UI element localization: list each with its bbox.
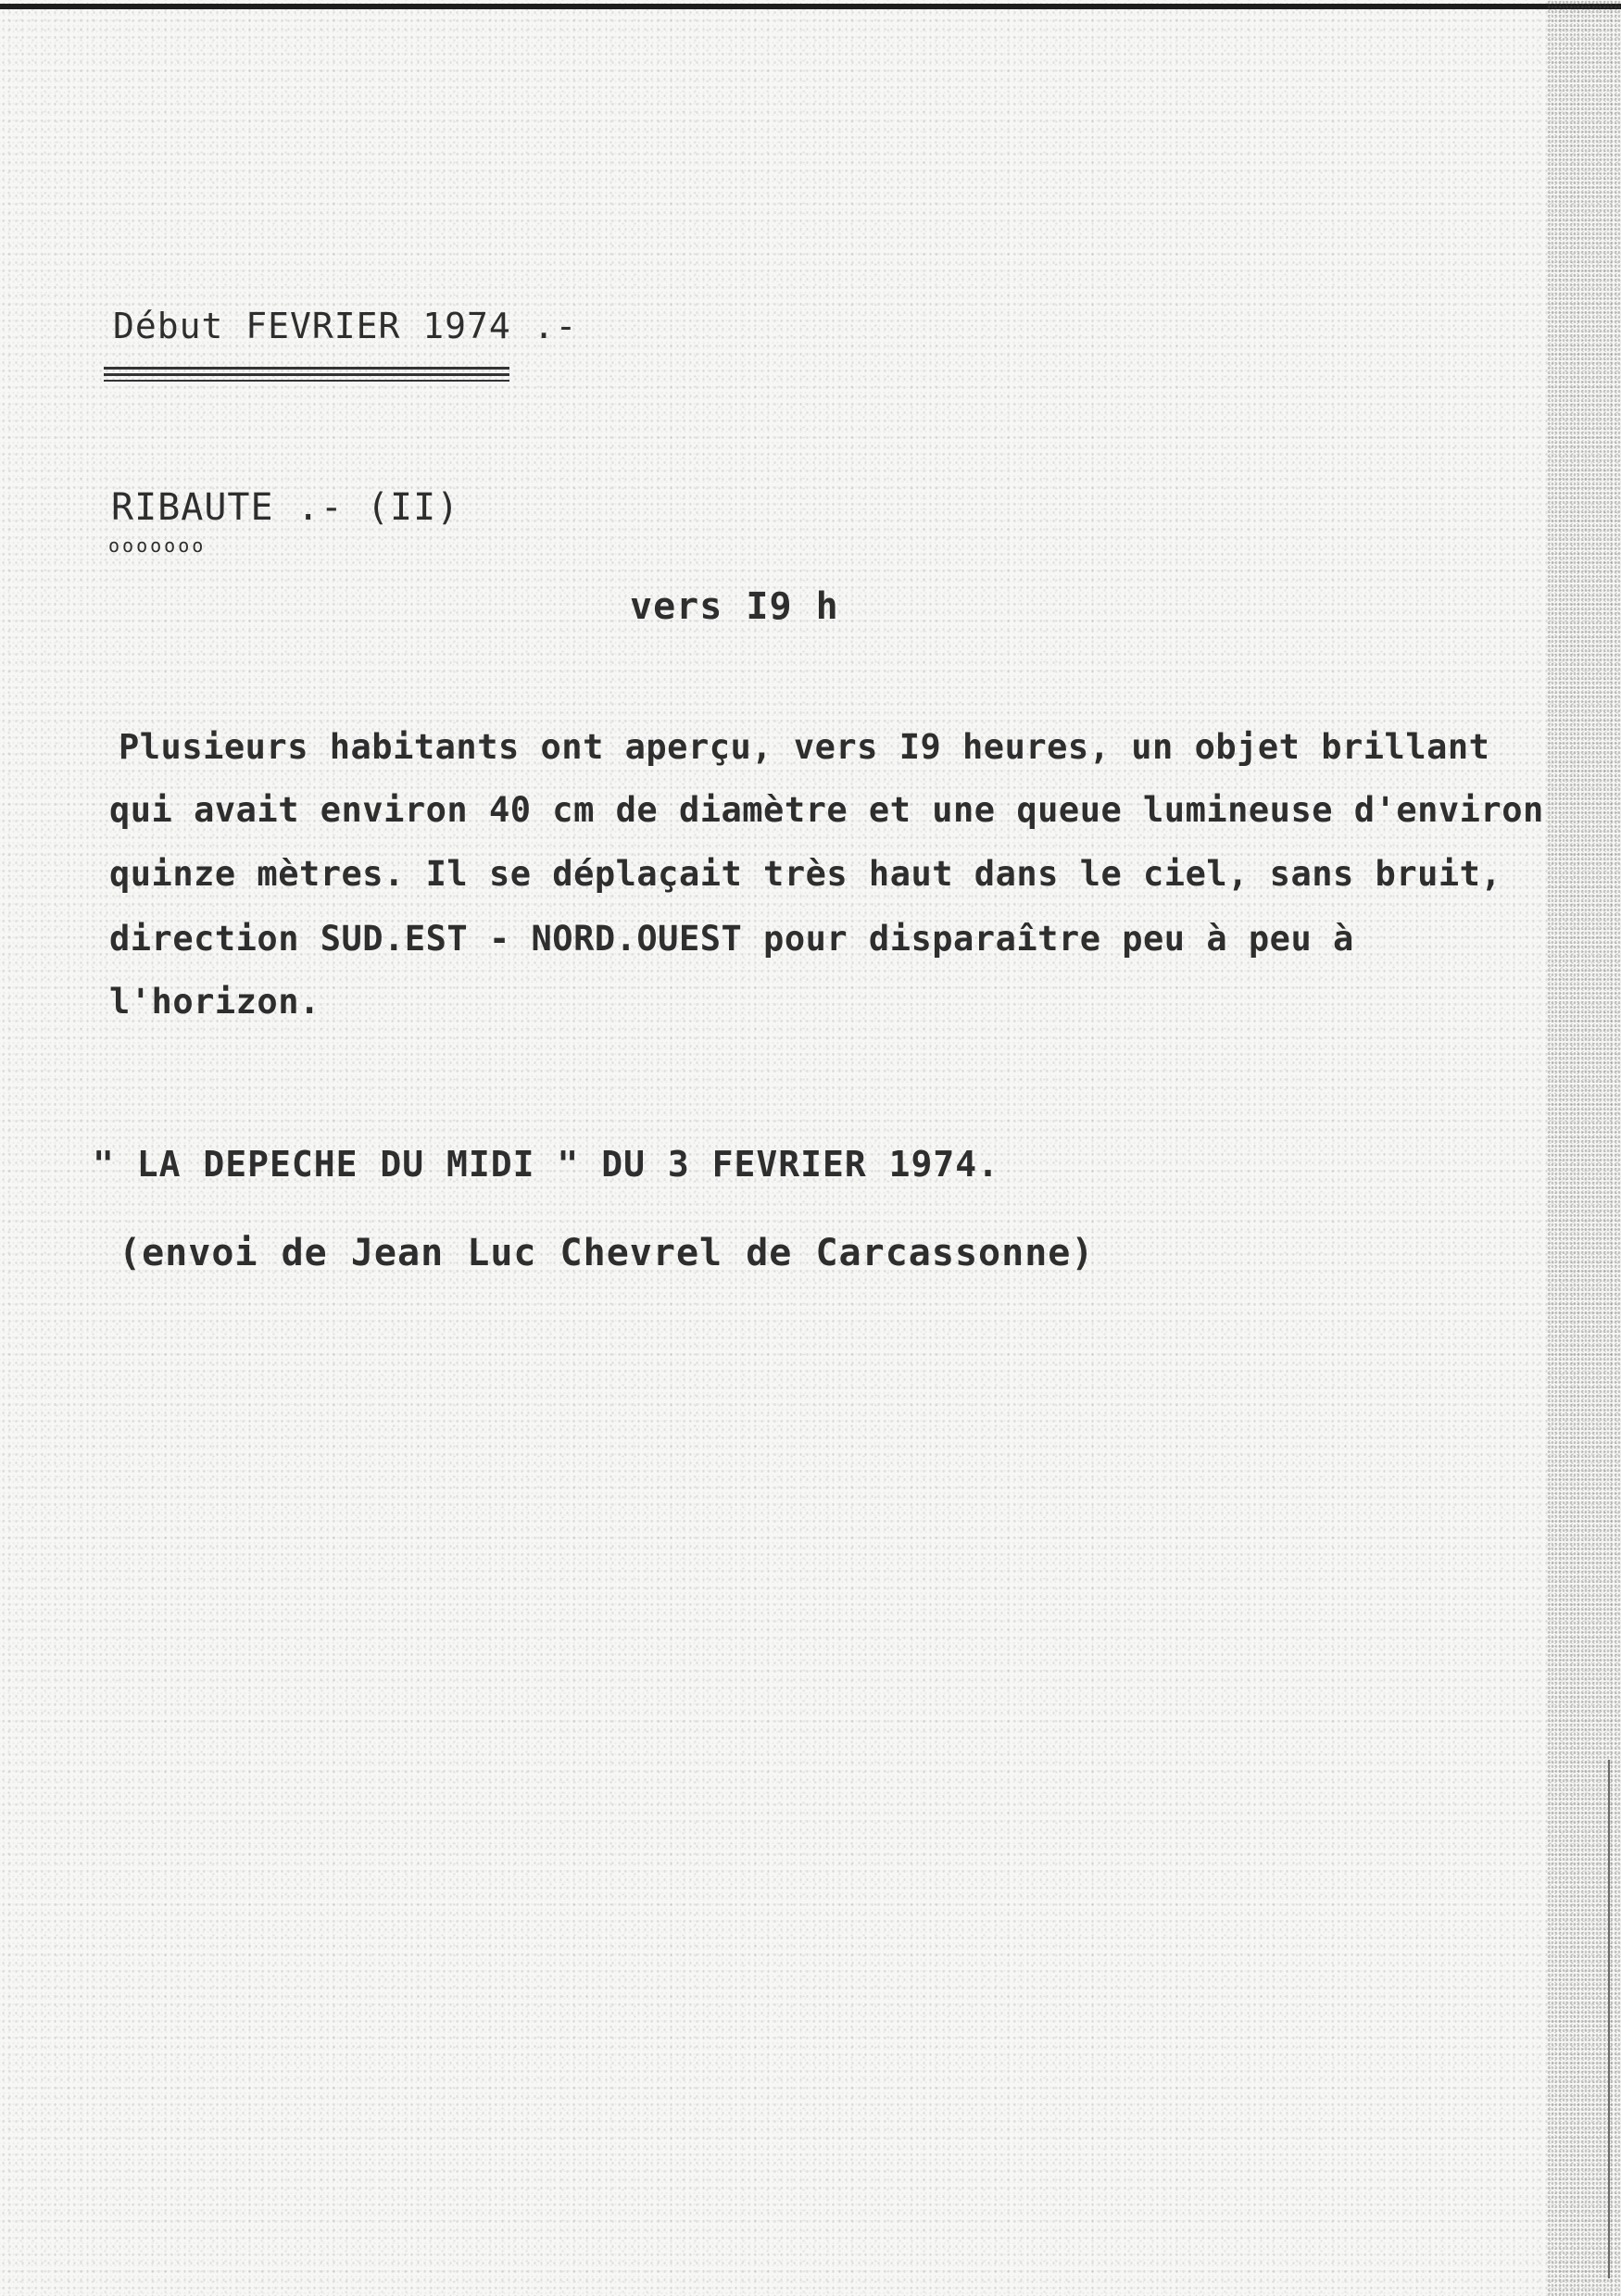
body-line-3: quinze mètres. Il se déplaçait très haut dans le ciel, sans bruit, (109, 854, 1502, 894)
place-underline-marks: ooooooo (108, 534, 207, 557)
document-heading: Début FEVRIER 1974 .- (113, 306, 578, 346)
sender-credit: (envoi de Jean Luc Chevrel de Carcassonne) (119, 1232, 1095, 1274)
heading-underline-third (104, 380, 509, 382)
place-name: RIBAUTE .- (II) (111, 486, 460, 529)
body-line-4: direction SUD.EST - NORD.OUEST pour disparaître peu à peu à (109, 919, 1354, 959)
heading-underline (104, 367, 509, 370)
newspaper-source: " LA DEPECHE DU MIDI " DU 3 FEVRIER 1974. (93, 1144, 999, 1185)
body-line-2: qui avait environ 40 cm de diamètre et une queue lumineuse d'environ (109, 790, 1544, 830)
body-line-1: Plusieurs habitants ont aperçu, vers I9 heures, un objet brillant (119, 727, 1490, 767)
page-top-edge (0, 4, 1621, 9)
scan-edge-line (1608, 1760, 1610, 2278)
heading-underline-second (104, 373, 509, 376)
body-line-5: l'horizon. (109, 982, 320, 1022)
time-heading: vers I9 h (630, 585, 839, 628)
scan-noise-right-edge (1547, 0, 1621, 2296)
